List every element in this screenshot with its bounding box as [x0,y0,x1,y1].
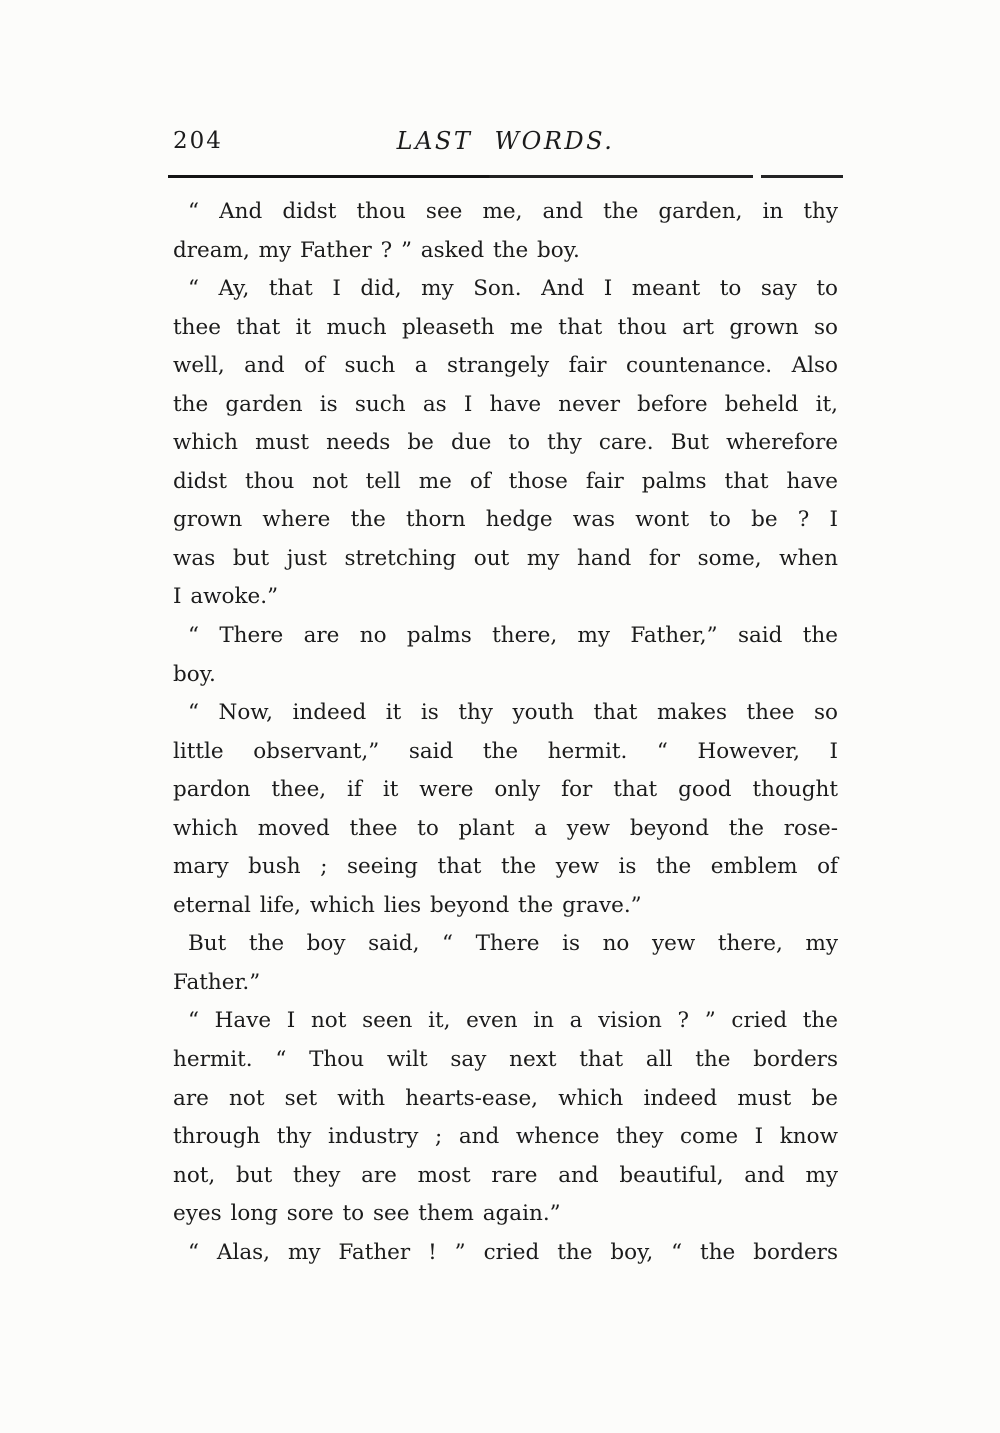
text-line: mary bush ; seeing that the yew is the emblem of [173,854,838,880]
text-line: didst thou not tell me of those fair palms that have [173,468,838,494]
text-line: which must needs be due to thy care. But wherefore [173,430,838,456]
text-line: thee that it much pleaseth me that thou art grown so [173,314,838,340]
header-rule-fragment [761,175,843,178]
text-line: little observant,” said the hermit. “ However, I [173,738,838,764]
text-line: through thy industry ; and whence they come I know [173,1124,838,1150]
text-line: grown where the thorn hedge was wont to be ? I [173,507,838,533]
text-line: the garden is such as I have never before beheld it, [173,391,838,417]
page-body-text [173,193,838,1272]
text-line: well, and of such a strangely fair countenance. Also [173,353,838,379]
text-line: boy. [173,661,216,687]
text-line: dream, my Father ? ” asked the boy. [173,237,580,263]
text-line: eternal life, which lies beyond the grave.” [173,892,642,918]
header-rule [168,175,753,178]
text-line: hermit. “ Thou wilt say next that all the borders [173,1047,838,1073]
text-line: “ And didst thou see me, and the garden, in thy [188,199,838,224]
text-line: “ Ay, that I did, my Son. And I meant to say to [188,276,838,302]
text-line: “ There are no palms there, my Father,” said the [188,623,838,649]
text-line: was but just stretching out my hand for some, when [173,545,838,571]
text-line: are not set with hearts-ease, which indeed must be [173,1085,838,1111]
text-line: pardon thee, if it were only for that good thought [173,777,838,803]
text-line: But the boy said, “ There is no yew there, my [188,931,838,957]
text-line: “ Now, indeed it is thy youth that makes thee so [188,700,838,726]
page-number: 204 [173,128,223,154]
text-line: I awoke.” [173,584,279,610]
running-title: LAST WORDS. [396,127,615,155]
text-line: eyes long sore to see them again.” [173,1201,561,1227]
text-line: not, but they are most rare and beautiful, and my [173,1162,838,1188]
text-line: Father.” [173,969,261,995]
text-line: “ Have I not seen it, even in a vision ? ” cried the [188,1008,838,1034]
text-line: “ Alas, my Father ! ” cried the boy, “ the borders [188,1239,838,1265]
text-line: which moved thee to plant a yew beyond the rose- [173,815,838,841]
